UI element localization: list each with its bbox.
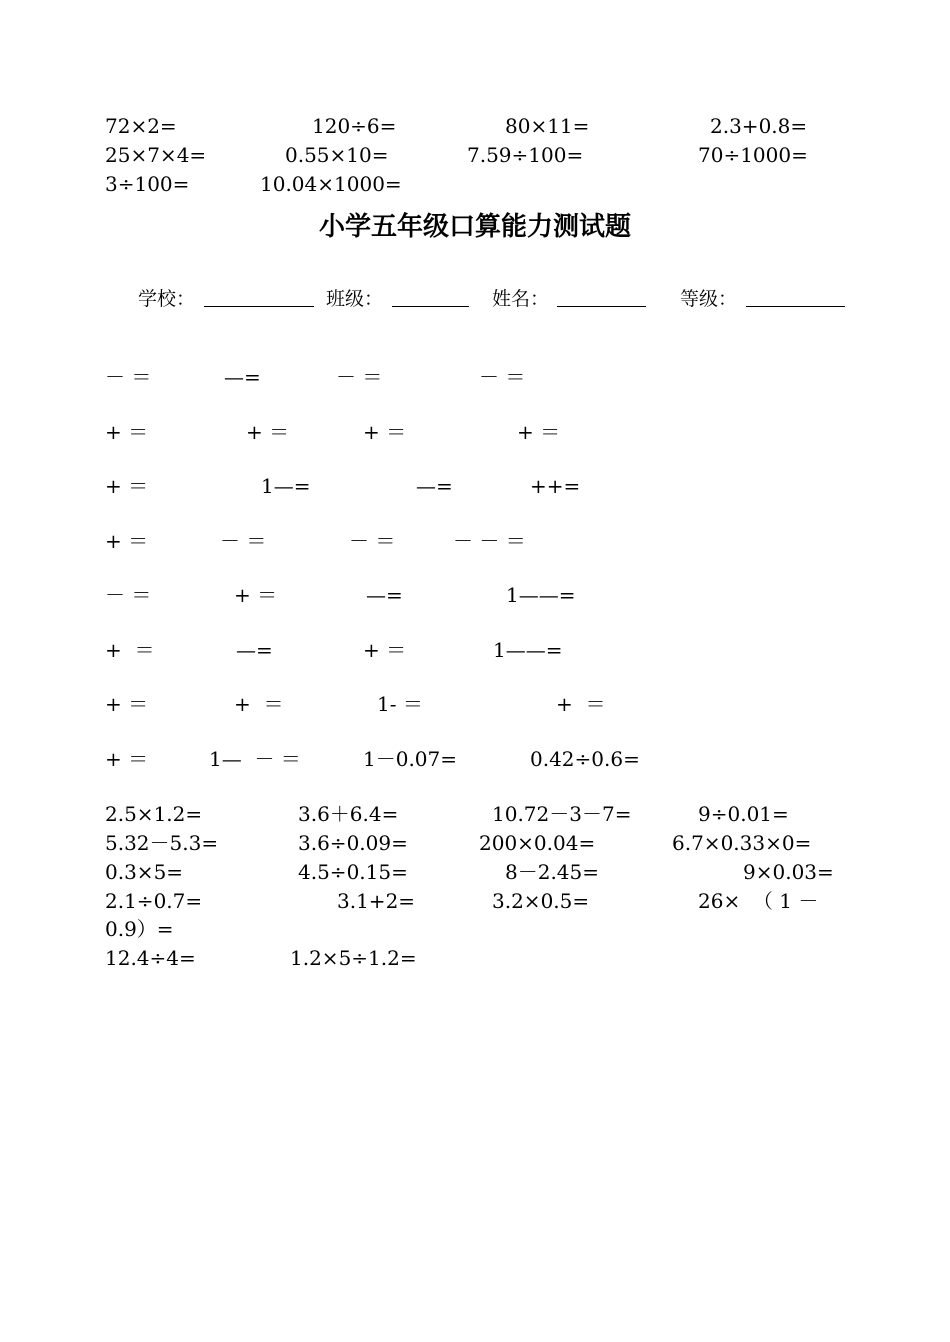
problem: － ＝ <box>479 365 526 389</box>
problem: —= <box>366 583 403 607</box>
problem: － ＝ <box>105 583 152 607</box>
problem: 1—= <box>261 474 311 498</box>
school-label: 学校： <box>138 288 196 310</box>
problem: － ＝ <box>336 365 383 389</box>
problem: 2.3+0.8= <box>710 114 808 138</box>
problem: 9×0.03= <box>743 860 834 884</box>
problem: 1— － ＝ <box>209 747 301 771</box>
problem: 8－2.45= <box>505 860 600 884</box>
problem: 80×11= <box>505 114 590 138</box>
problem: + ＝ <box>556 692 606 716</box>
problem: 12.4÷4= <box>105 946 196 970</box>
problem: 10.72－3－7= <box>492 802 632 826</box>
problem: + ＝ <box>234 692 284 716</box>
problem: 5.32－5.3= <box>105 831 219 855</box>
problem: 9÷0.01= <box>698 802 789 826</box>
problem: 1——= <box>493 638 563 662</box>
problem: + ＝ <box>234 583 278 607</box>
problem: － ＝ <box>220 529 267 553</box>
problem: + ＝ <box>105 692 149 716</box>
problem: 6.7×0.33×0= <box>672 831 812 855</box>
problem: 3÷100= <box>105 172 190 196</box>
problem: 25×7×4= <box>105 143 207 167</box>
page-title: 小学五年级口算能力测试题 <box>318 212 631 242</box>
problem: —= <box>224 365 261 389</box>
problem: 3.6÷0.09= <box>298 831 408 855</box>
problem: + ＝ <box>363 638 407 662</box>
problem: 26× （ 1 － <box>698 889 819 913</box>
problem: 10.04×1000= <box>260 172 402 196</box>
problem: + ＝ <box>105 638 155 662</box>
problem: + ＝ <box>517 420 561 444</box>
problem: 0.55×10= <box>285 143 389 167</box>
problem: 2.1÷0.7= <box>105 889 203 913</box>
problem: 1－0.07= <box>363 747 458 771</box>
problem: + ＝ <box>105 747 149 771</box>
problem: + ＝ <box>246 420 290 444</box>
problem: 1——= <box>506 583 576 607</box>
problem: + ＝ <box>105 529 149 553</box>
problem: 3.6＋6.4= <box>298 802 399 826</box>
problem: + ＝ <box>363 420 407 444</box>
problem: 2.5×1.2= <box>105 802 203 826</box>
grade-label: 等级： <box>680 288 738 310</box>
problem: 3.2×0.5= <box>492 889 590 913</box>
problem: —= <box>236 638 273 662</box>
class-label: 班级： <box>326 288 384 310</box>
name-label: 姓名： <box>492 288 550 310</box>
problem: 72×2= <box>105 114 177 138</box>
problem: 3.1+2= <box>337 889 416 913</box>
problem: —= <box>416 474 453 498</box>
problem: － ＝ <box>105 365 152 389</box>
school-blank <box>204 306 314 307</box>
name-blank <box>557 306 646 307</box>
problem: 7.59÷100= <box>467 143 584 167</box>
problem: － － ＝ <box>453 529 526 553</box>
problem: 4.5÷0.15= <box>298 860 408 884</box>
problem: 1- ＝ <box>377 692 423 716</box>
grade-blank <box>746 306 845 307</box>
class-blank <box>392 306 469 307</box>
problem: + ＝ <box>105 420 149 444</box>
problem: 120÷6= <box>312 114 397 138</box>
problem: 0.42÷0.6= <box>530 747 640 771</box>
problem: + ＝ <box>105 474 149 498</box>
problem: － ＝ <box>349 529 396 553</box>
problem: 1.2×5÷1.2= <box>290 946 417 970</box>
problem: 0.3×5= <box>105 860 184 884</box>
problem: 0.9）= <box>105 917 174 941</box>
problem: ++= <box>530 474 581 498</box>
problem: 70÷1000= <box>698 143 808 167</box>
problem: 200×0.04= <box>479 831 596 855</box>
